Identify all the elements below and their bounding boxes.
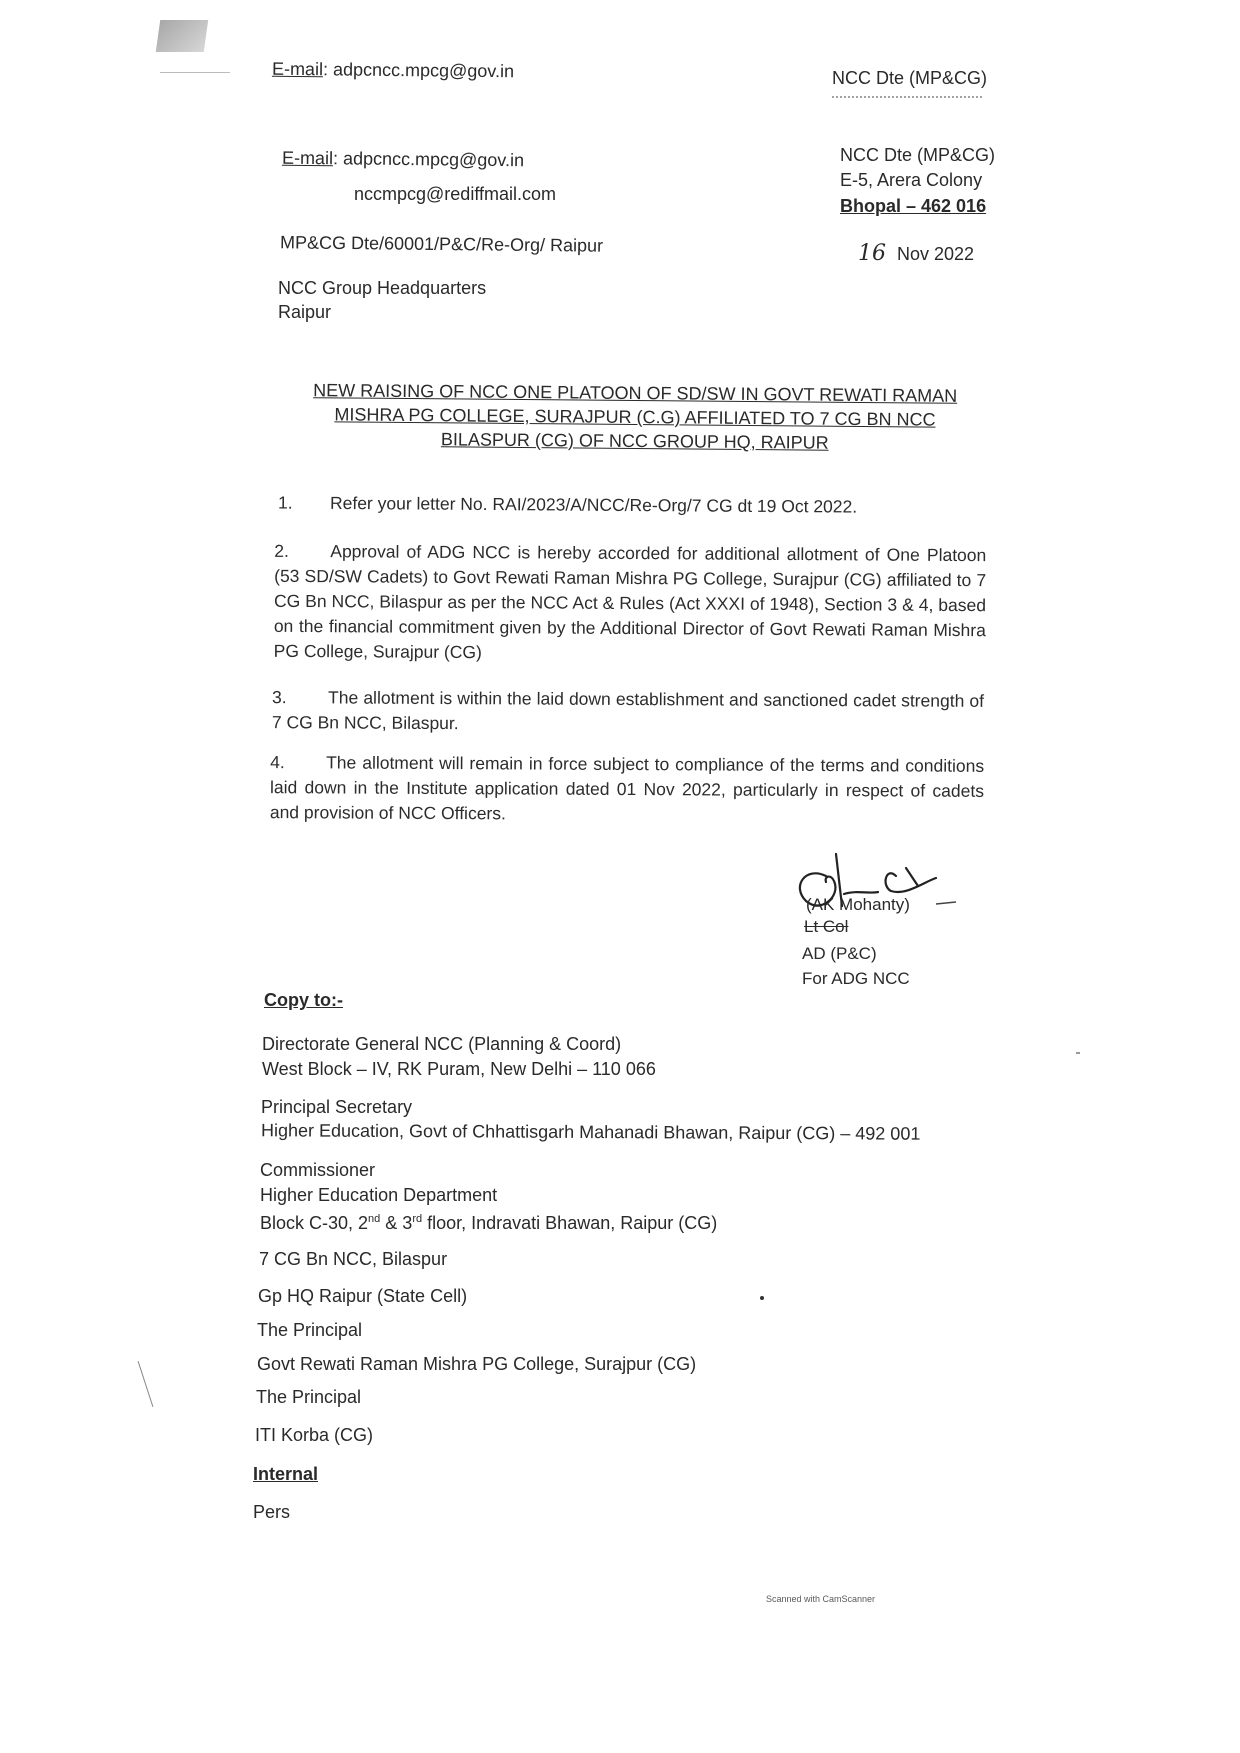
- signatory-rank-text: Lt Col: [804, 917, 849, 936]
- subject: [290, 378, 981, 456]
- header-email-line2: nccmpcg@rediffmail.com: [354, 184, 556, 204]
- header-email-value-1: : adpcncc.mpcg@gov.in: [332, 148, 525, 171]
- scan-line: [160, 72, 230, 73]
- scan-speck-right: [1076, 1052, 1080, 1054]
- recipient-1-line2: West Block – IV, RK Puram, New Delhi – 110 066: [262, 1059, 656, 1079]
- office-line3: Bhopal – 462 016: [840, 196, 987, 216]
- paragraph-2-text: Approval of ADG NCC is hereby accorded for additional allotment of One Platoon (53 SD/SW Cadets) to Govt Rewati Raman Mishra PG College, Surajpur (CG) affiliated to 7 CG Bn NCC, Bilaspur as per the NCC Act & Rules (Act XXXI of 1948), Section 3 & 4, based on the financial commitment given by the Additional Director of Govt Rewati Raman Mishra PG College, Surajpur (CG): [273, 541, 987, 663]
- paragraph-3: [272, 685, 984, 739]
- recipient-2-line1: Principal Secretary: [261, 1097, 413, 1117]
- top-cut-email-value: : adpcncc.mpcg@gov.in: [322, 59, 515, 82]
- paragraph-1-text: Refer your letter No. RAI/2023/A/NCC/Re-Org/7 CG dt 19 Oct 2022.: [329, 492, 858, 517]
- paragraph-2-number: 2.: [274, 540, 289, 561]
- signatory-name: (AK Mohanty): [806, 895, 910, 914]
- subject-line2: MISHRA PG COLLEGE, SURAJPUR (C.G) AFFILIATED TO 7 CG BN NCC: [334, 404, 936, 430]
- recipient-3-line3: [260, 1207, 717, 1235]
- copy-to-heading: Copy to:-: [264, 990, 343, 1010]
- recipient-5-line1: Gp HQ Raipur (State Cell): [258, 1286, 468, 1306]
- scan-speck: [760, 1296, 764, 1300]
- recipient-2-line2: Higher Education, Govt of Chhattisgarh Mahanadi Bhawan, Raipur (CG) – 492 001: [260, 1120, 921, 1144]
- scan-line-left: [138, 1361, 154, 1407]
- letter-date-day: 16: [858, 241, 886, 266]
- paragraph-2: [274, 539, 987, 668]
- internal-item: Pers: [253, 1502, 291, 1522]
- paragraph-1: [278, 491, 978, 521]
- addressee-line1: NCC Group Headquarters: [278, 278, 487, 298]
- scan-artifact: [156, 20, 208, 52]
- reference-number: MP&CG Dte/60001/P&C/Re-Org/ Raipur: [279, 232, 604, 256]
- signatory-designation: AD (P&C): [802, 944, 877, 963]
- paragraph-4: [270, 750, 984, 829]
- recipient-4-line1: 7 CG Bn NCC, Bilaspur: [259, 1249, 448, 1269]
- recipient-6-line2: Govt Rewati Raman Mishra PG College, Surajpur (CG): [257, 1354, 697, 1374]
- recipient-3-line3-c: floor, Indravati Bhawan, Raipur (CG): [422, 1213, 718, 1233]
- top-cut-office: NCC Dte (MP&CG): [832, 68, 988, 88]
- paragraph-4-text: The allotment will remain in force subject to compliance of the terms and conditions laid down in the Institute application dated 01 Nov 2022, particularly in respect of cadets and provision of NCC Officers.: [269, 752, 985, 824]
- office-line1: NCC Dte (MP&CG): [840, 145, 996, 165]
- office-line2: E-5, Arera Colony: [840, 170, 983, 190]
- header-email-line1: [282, 146, 524, 173]
- recipient-3-sup1: nd: [368, 1213, 381, 1225]
- paragraph-3-number: 3.: [272, 687, 287, 708]
- recipient-8-line1: ITI Korba (CG): [255, 1425, 374, 1445]
- recipient-7-line1: The Principal: [256, 1387, 362, 1407]
- recipient-3-sup2: rd: [412, 1213, 423, 1225]
- internal-heading: Internal: [253, 1464, 319, 1484]
- recipient-6-line1: The Principal: [257, 1320, 363, 1340]
- header-email-label: E-mail: [281, 147, 334, 169]
- paragraph-4-number: 4.: [270, 752, 285, 773]
- signatory-for: For ADG NCC: [802, 969, 910, 988]
- signatory-rank: [804, 916, 848, 938]
- recipient-3-line2: Higher Education Department: [260, 1185, 498, 1205]
- recipient-3-line3-a: Block C-30, 2: [260, 1213, 369, 1233]
- paragraph-3-text: The allotment is within the laid down establishment and sanctioned cadet strength of 7 CG Bn NCC, Bilaspur.: [271, 687, 985, 734]
- recipient-3-line1: Commissioner: [260, 1160, 376, 1180]
- top-cut-email-label: E-mail: [271, 58, 324, 80]
- subject-line1: NEW RAISING OF NCC ONE PLATOON OF SD/SW IN GOVT REWATI RAMAN: [313, 380, 958, 406]
- recipient-1-line1: Directorate General NCC (Planning & Coord): [262, 1034, 622, 1054]
- paragraph-1-number: 1.: [277, 492, 293, 513]
- top-cut-email: [272, 57, 514, 84]
- top-cut-residue: [832, 96, 982, 101]
- letter-date-rest: Nov 2022: [897, 244, 975, 264]
- scanner-watermark: Scanned with CamScanner: [766, 1594, 876, 1604]
- addressee-line2: Raipur: [278, 302, 332, 322]
- letter-date: [858, 242, 974, 266]
- recipient-3-line3-b: & 3: [380, 1213, 413, 1233]
- subject-line3: BILASPUR (CG) OF NCC GROUP HQ, RAIPUR: [440, 429, 829, 453]
